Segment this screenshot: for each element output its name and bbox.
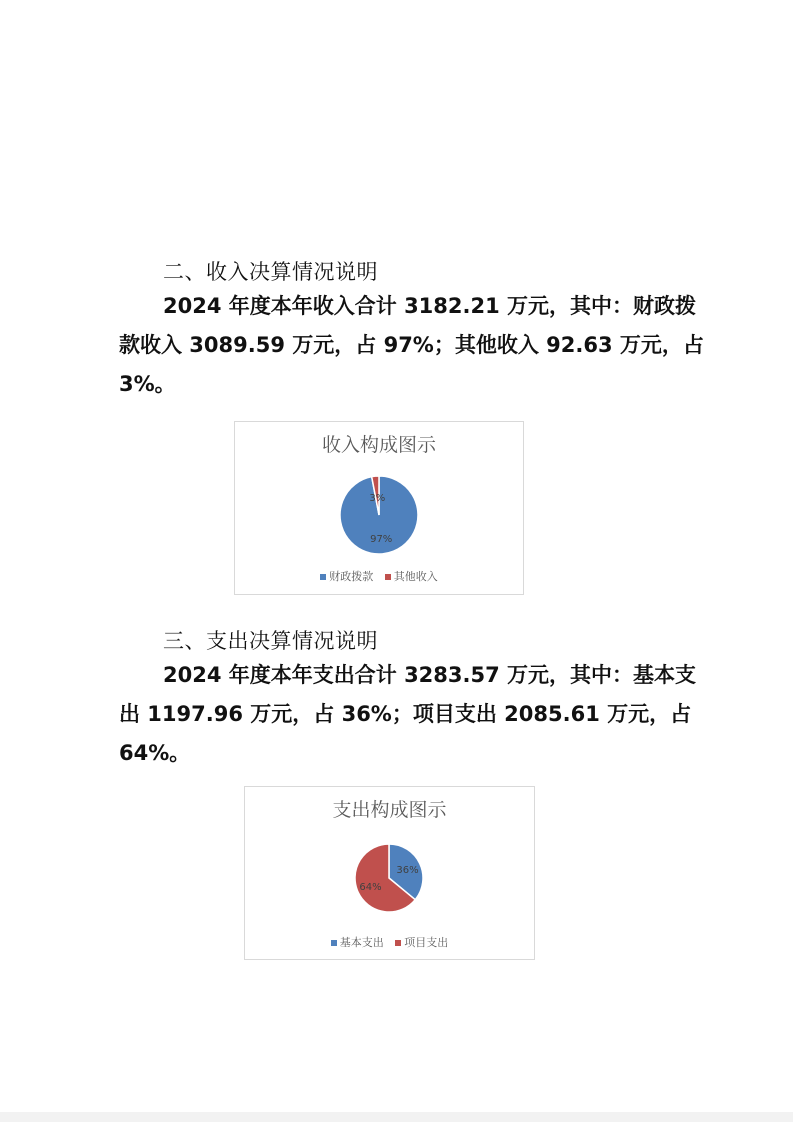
expense-paragraph [119,656,697,773]
income-pie-chart [234,421,524,595]
legend-item-project-expenditure [395,934,448,950]
income-chart-legend [235,568,523,584]
pie-data-label-2: 3% [369,493,386,504]
legend-label: 财政拨款 [329,570,374,583]
income-line-2: 款收入 3089.59 万元，占 97%；其他收入 92.63 万元，占 [119,333,704,357]
income-line-3: 3%。 [119,372,176,396]
income-chart-title: 收入构成图示 [321,434,436,456]
legend-swatch [331,940,337,946]
legend-swatch [320,574,326,580]
pie-data-label-2: 64% [359,882,382,894]
expense-chart-title: 支出构成图示 [332,799,447,821]
legend-item-basic-expenditure [331,934,384,950]
expense-line-1: 2024 年度本年支出合计 3283.57 万元，其中：基本支 [163,663,697,687]
income-line-1: 2024 年度本年收入合计 3182.21 万元，其中：财政拨 [163,294,697,318]
income-section-heading: 二、收入决算情况说明 [163,260,378,284]
expense-chart-legend [245,934,534,950]
income-paragraph [119,287,704,404]
legend-swatch [385,574,391,580]
page-bottom-strip [0,1112,793,1122]
pie-data-label-1: 36% [396,864,419,876]
expense-line-3: 64%。 [119,741,191,765]
legend-label: 项目支出 [404,936,449,949]
expense-pie-chart [244,786,535,960]
legend-label: 其他收入 [393,570,438,583]
legend-item-other-income [385,568,438,584]
pie-data-label-1: 97% [370,533,393,545]
expense-line-2: 出 1197.96 万元，占 36%；项目支出 2085.61 万元，占 [119,702,692,726]
expense-section-heading: 三、支出决算情况说明 [163,629,378,653]
legend-label: 基本支出 [339,936,384,949]
legend-swatch [395,940,401,946]
legend-item-fiscal-appropriation [320,568,373,584]
